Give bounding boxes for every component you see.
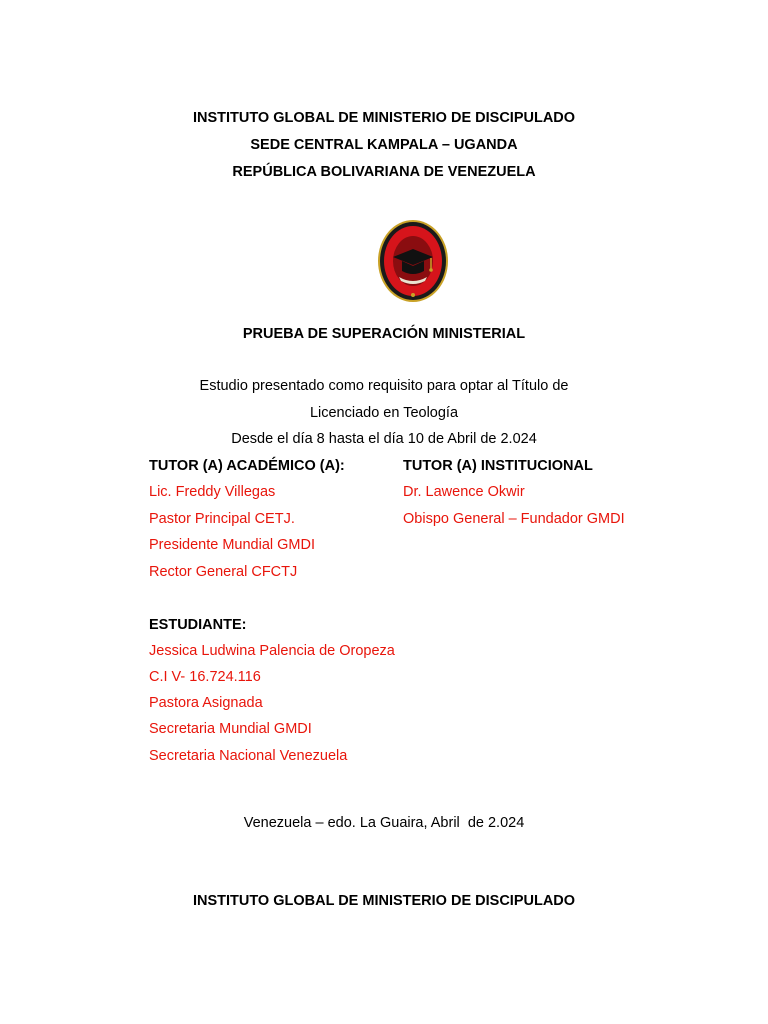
- estudiante-line: Secretaria Nacional Venezuela: [149, 748, 348, 764]
- tutor-institucional-line: Dr. Lawence Okwir: [403, 484, 525, 500]
- header-sede: SEDE CENTRAL KAMPALA – UGANDA: [250, 137, 518, 153]
- tutor-academico-line: Presidente Mundial GMDI: [149, 537, 316, 553]
- estudiante-line: Pastora Asignada: [149, 695, 263, 711]
- description-line-2: Licenciado en Teología: [309, 405, 459, 421]
- estudiante-heading: ESTUDIANTE:: [149, 617, 247, 633]
- description-line-3: Desde el día 8 hasta el día 10 de Abril de 2.024: [231, 431, 537, 447]
- tutor-academico-line: Pastor Principal CETJ.: [149, 511, 295, 527]
- footer-institute-repeat: INSTITUTO GLOBAL DE MINISTERIO DE DISCIPULADO: [192, 893, 576, 909]
- header-country: REPÚBLICA BOLIVARIANA DE VENEZUELA: [232, 164, 536, 180]
- estudiante-line: C.I V- 16.724.116: [149, 669, 261, 685]
- document-title: PRUEBA DE SUPERACIÓN MINISTERIAL: [242, 326, 526, 342]
- tutor-academico-line: Lic. Freddy Villegas: [149, 484, 276, 500]
- estudiante-line: Secretaria Mundial GMDI: [149, 721, 312, 737]
- header-institute: INSTITUTO GLOBAL DE MINISTERIO DE DISCIPULADO: [192, 110, 576, 126]
- tutor-academico-line: Rector General CFCTJ: [149, 564, 298, 580]
- tutor-academico-heading: TUTOR (A) ACADÉMICO (A):: [149, 458, 345, 474]
- tutor-institucional-line: Obispo General – Fundador GMDI: [403, 511, 625, 527]
- place-date: Venezuela – edo. La Guaira, Abril de 2.024: [243, 815, 525, 831]
- estudiante-line: Jessica Ludwina Palencia de Oropeza: [149, 643, 395, 659]
- tutor-institucional-heading: TUTOR (A) INSTITUCIONAL: [403, 458, 593, 474]
- description-line-1: Estudio presentado como requisito para optar al Título de: [199, 378, 569, 394]
- institute-seal-logo: [377, 219, 449, 303]
